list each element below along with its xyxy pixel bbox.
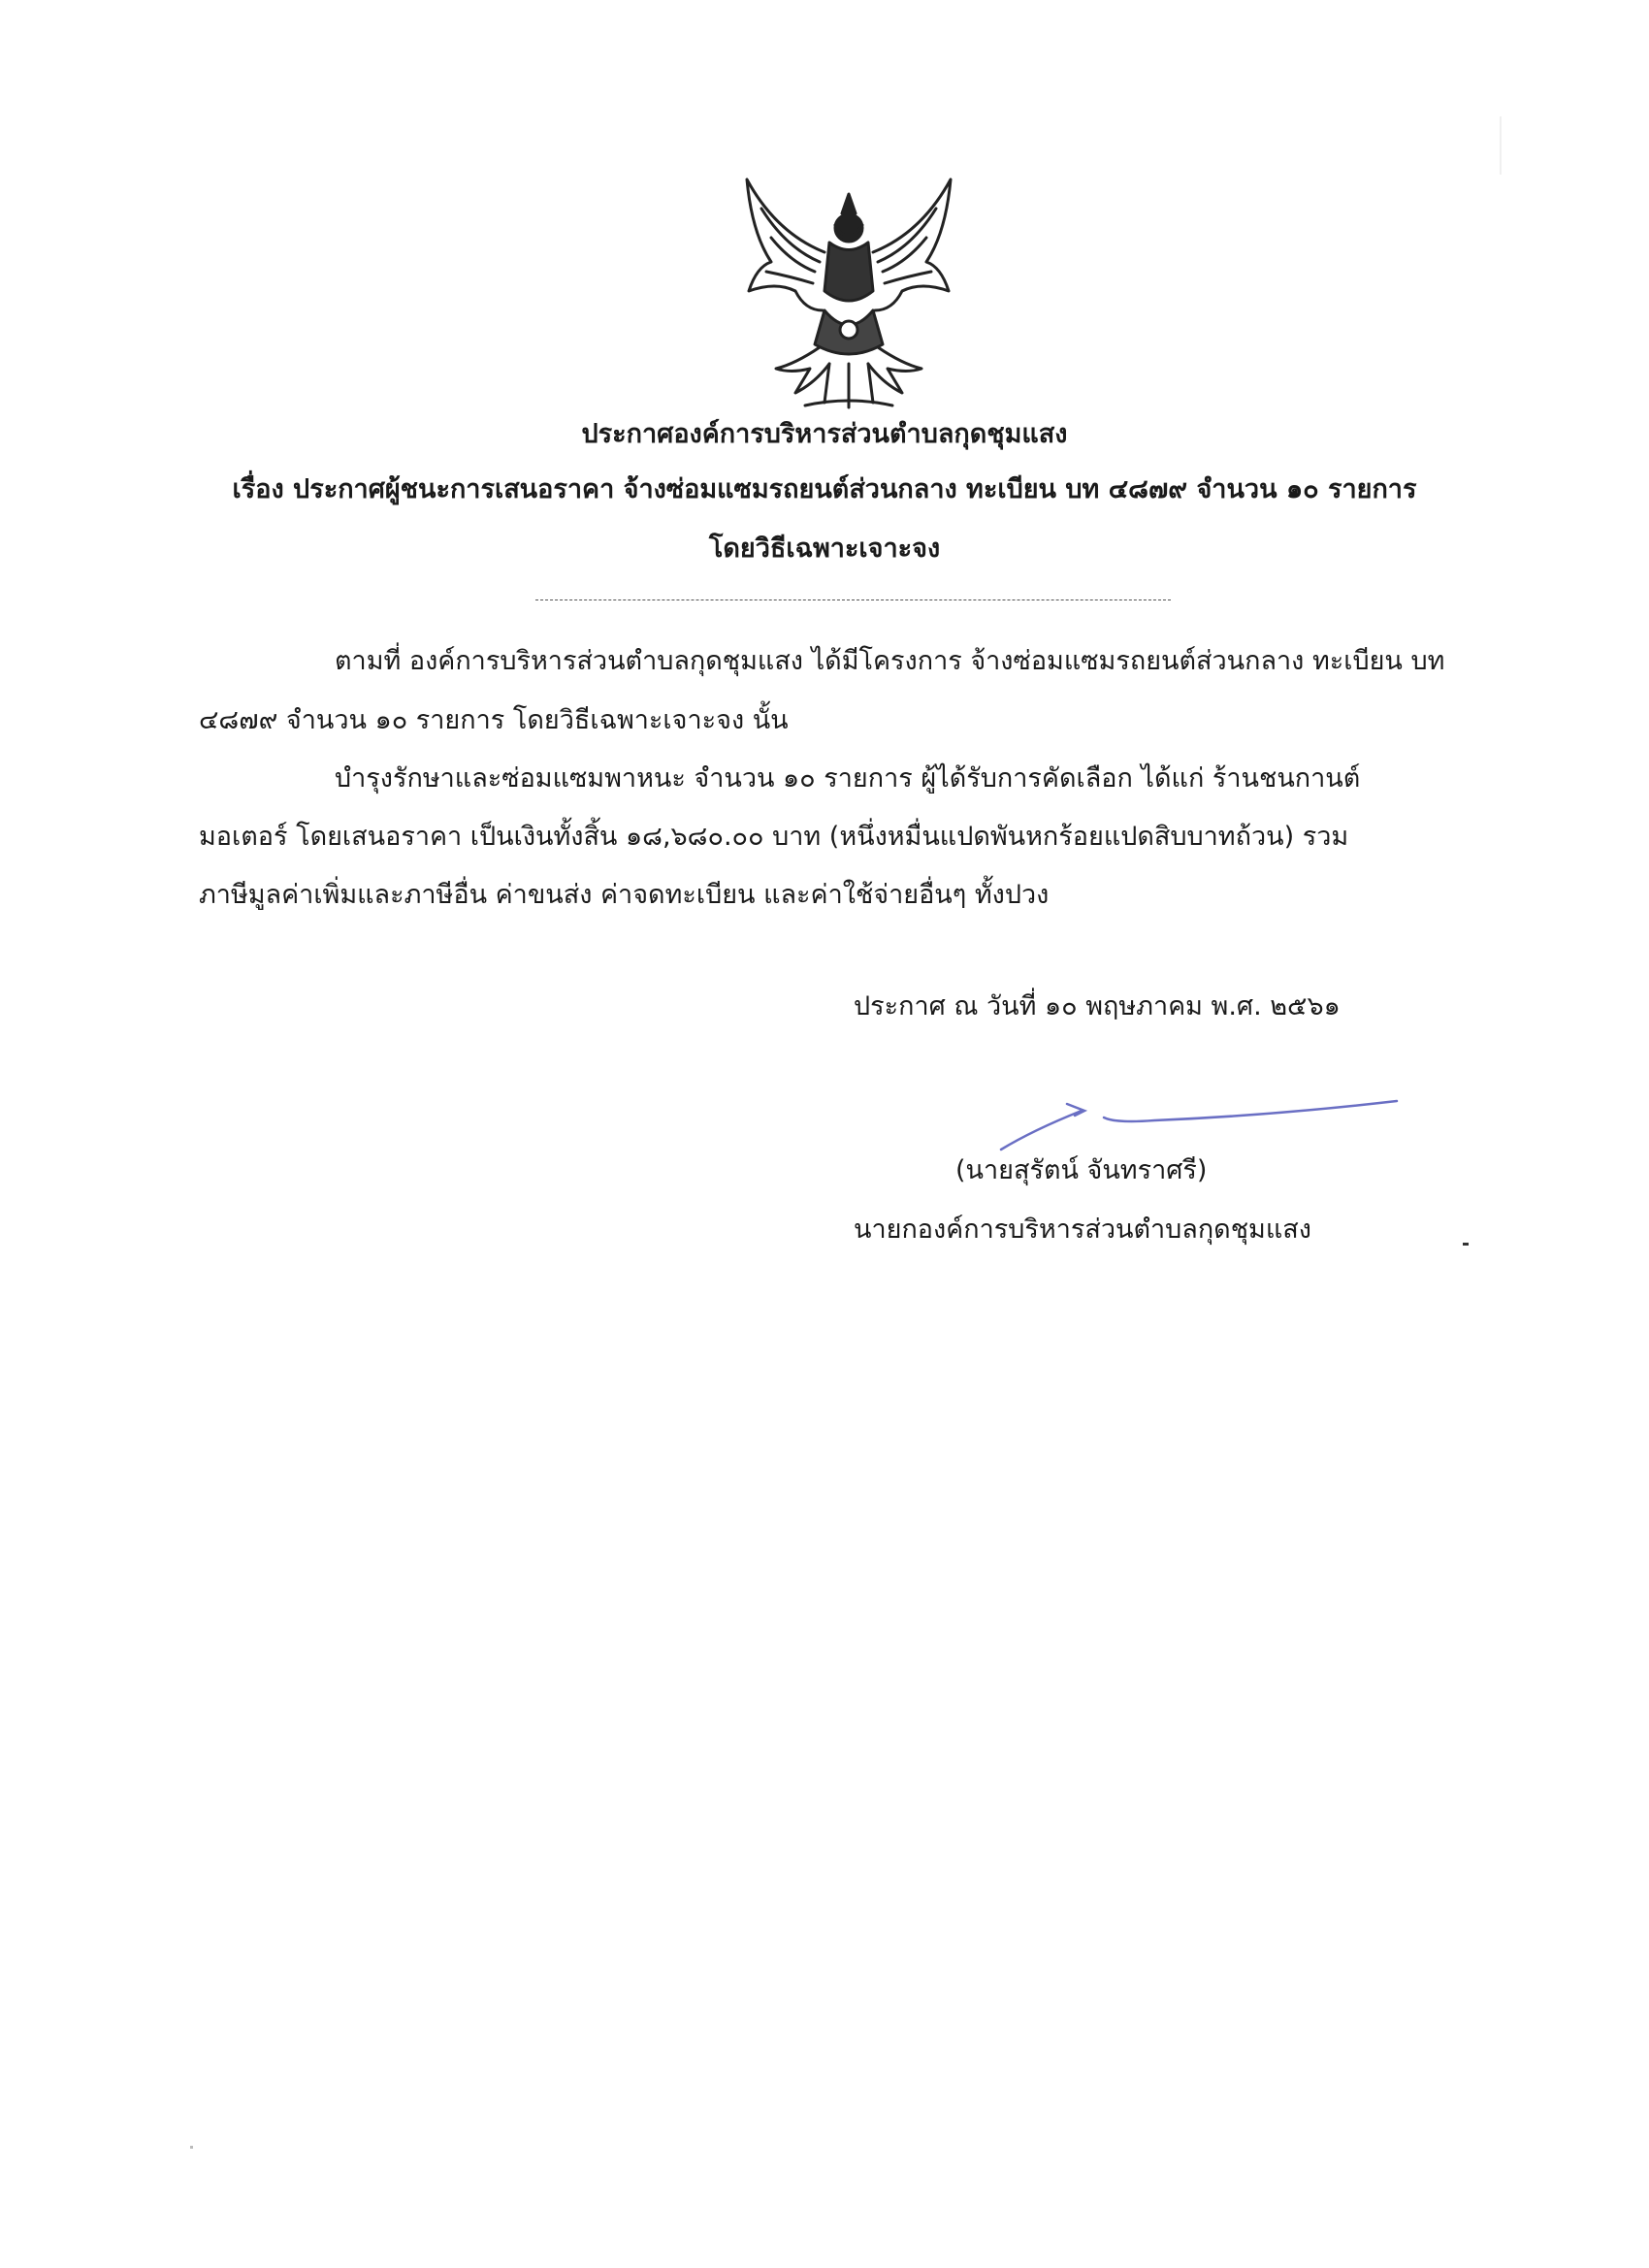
method-title: โดยวิธีเฉพาะเจาะจง xyxy=(708,534,941,564)
garuda-emblem-icon xyxy=(737,175,960,412)
subject-title: เรื่อง ประกาศผู้ชนะการเสนอราคา จ้างซ่อมแซมรถยนต์ส่วนกลาง ทะเบียน บท ๔๘๗๙ จำนวน ๑๐ รายการ xyxy=(232,474,1417,504)
paragraph-1-line-1: ตามที่ องค์การบริหารส่วนตำบลกุดชุมแสง ได้มีโครงการ จ้างซ่อมแซมรถยนต์ส่วนกลาง ทะเบียน บท xyxy=(335,646,1445,676)
scan-speck xyxy=(190,2146,193,2149)
signature-mark xyxy=(989,1086,1406,1154)
signer-title: นายกองค์การบริหารส่วนตำบลกุดชุมแสง xyxy=(854,1215,1311,1245)
signer-name: (นายสุรัตน์ จันทราศรี) xyxy=(955,1155,1208,1185)
paragraph-2-line-2: มอเตอร์ โดยเสนอราคา เป็นเงินทั้งสิ้น ๑๘,๖๘๐.๐๐ บาท (หนึ่งหมื่นแปดพันหกร้อยแปดสิบบาทถ้วน) รวม xyxy=(199,822,1349,852)
paragraph-1-line-2: ๔๘๗๙ จำนวน ๑๐ รายการ โดยวิธีเฉพาะเจาะจง นั้น xyxy=(199,705,789,735)
paragraph-2-line-1: บำรุงรักษาและซ่อมแซมพาหนะ จำนวน ๑๐ รายการ ผู้ได้รับการคัดเลือก ได้แก่ ร้านชนกานต์ xyxy=(335,763,1361,794)
separator-line xyxy=(535,599,1171,600)
paragraph-2-line-3: ภาษีมูลค่าเพิ่มและภาษีอื่น ค่าขนส่ง ค่าจดทะเบียน และค่าใช้จ่ายอื่นๆ ทั้งปวง xyxy=(199,880,1050,910)
announcement-date: ประกาศ ณ วันที่ ๑๐ พฤษภาคม พ.ศ. ๒๕๖๑ xyxy=(854,991,1341,1021)
issuer-title: ประกาศองค์การบริหารส่วนตำบลกุดชุมแสง xyxy=(581,419,1068,449)
scan-speck xyxy=(1463,1243,1469,1246)
scan-edge-shadow xyxy=(1500,116,1502,175)
